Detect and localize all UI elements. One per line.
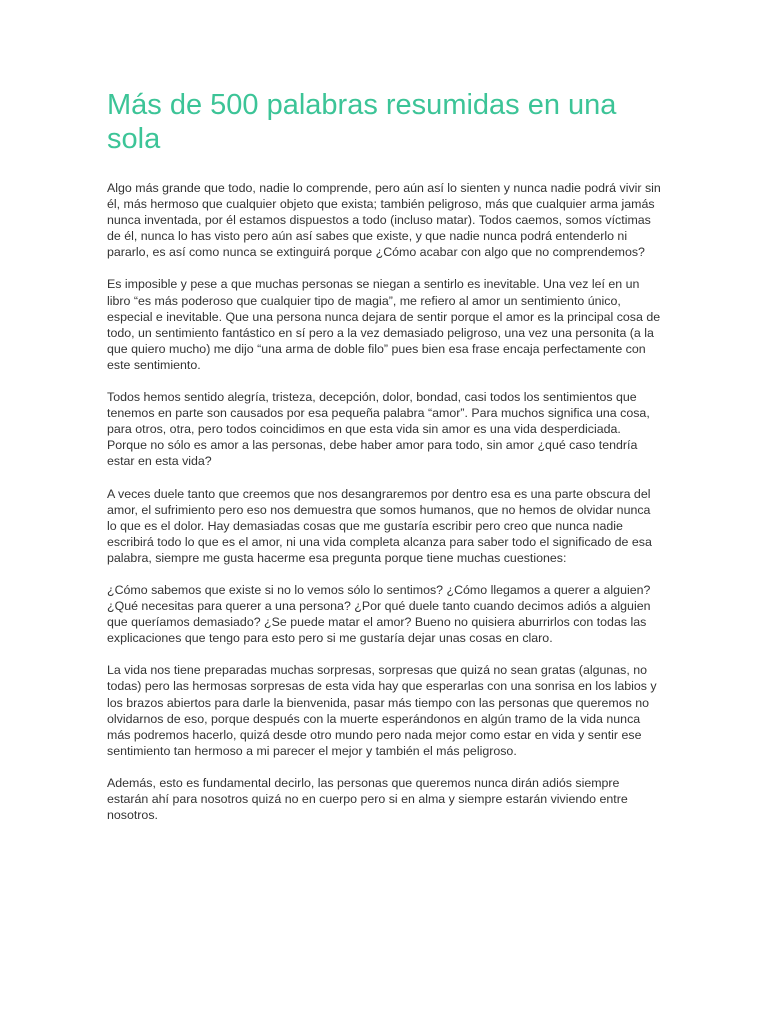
paragraph-3: Todos hemos sentido alegría, tristeza, decepción, dolor, bondad, casi todos los sentimientos que tenemos en parte son causados por esa pequeña palabra “amor”. Para muchos significa una cosa, para otros, otra, pero todos coincidimos en que esta vida sin amor es una vida desperdiciada. Porque no sólo es amor a las personas, debe haber amor para todo, sin amor ¿qué caso tendría estar en esta vida? xyxy=(107,390,650,469)
paragraph-1: Algo más grande que todo, nadie lo comprende, pero aún así lo sienten y nunca nadie podrá vivir sin él, más hermoso que cualquier objeto que exista; también peligroso, más que cualquier arma jamás nunca inventada, por él estamos dispuestos a todo (incluso matar). Todos caemos, somos víctimas de él, nunca lo has visto pero aún así sabes que existe, y que nadie nunca podrá entenderlo ni pararlo, es así como nunca se extinguirá porque ¿Cómo acabar con algo que no comprendemos? xyxy=(107,181,661,260)
paragraph-5: ¿Cómo sabemos que existe si no lo vemos sólo lo sentimos? ¿Cómo llegamos a querer a alguien? ¿Qué necesitas para querer a una persona? ¿Por qué duele tanto cuando decimos adiós a alguien que queríamos demasiado? ¿Se puede matar el amor? Bueno no quisiera aburrirlos con todas las explicaciones que tengo para esto pero si me gustaría dejar unas cosas en claro. xyxy=(107,582,651,646)
document-title: Más de 500 palabras resumidas en una sola xyxy=(107,89,617,155)
paragraph-4: A veces duele tanto que creemos que nos desangraremos por dentro esa es una parte obscura del amor, el sufrimiento pero eso nos demuestra que somos humanos, que no hemos de olvidar nunca lo que es el dolor. Hay demasiadas cosas que me gustaría escribir pero creo que nunca nadie escribirá todo lo que es el amor, ni una vida completa alcanza para saber todo el significado de esa palabra, siempre me gusta hacerme esa pregunta porque tiene muchas cuestiones: xyxy=(107,486,652,565)
paragraph-6: La vida nos tiene preparadas muchas sorpresas, sorpresas que quizá no sean gratas (algunas, no todas) pero las hermosas sorpresas de esta vida hay que esperarlas con una sonrisa en los labios y los brazos abiertos para darle la bienvenida, pasar más tiempo con las personas que queremos no olvidarnos de eso, porque después con la muerte esperándonos en algún tramo de la vida nunca más podremos hacerlo, quizá desde otro mundo pero nada mejor como estar en vida y sentir ese sentimiento tan hermoso a mi parecer el mejor y también el más peligroso. xyxy=(107,663,657,758)
paragraph-2: Es imposible y pese a que muchas personas se niegan a sentirlo es inevitable. Una vez leí en un libro “es más poderoso que cualquier tipo de magia”, me refiero al amor un sentimiento único, especial e inevitable. Que una persona nunca dejara de sentir porque el amor es la principal cosa de todo, un sentimiento fantástico en sí pero a la vez demasiado peligroso, una vez una personita (a la que quiero mucho) me dijo “una arma de doble filo” pues bien esa frase encaja perfectamente con este sentimiento. xyxy=(107,277,661,372)
paragraph-7: Además, esto es fundamental decirlo, las personas que queremos nunca dirán adiós siempre estarán ahí para nosotros quizá no en cuerpo pero si en alma y siempre estarán viviendo entre nosotros. xyxy=(107,775,628,823)
document-page xyxy=(107,88,663,839)
